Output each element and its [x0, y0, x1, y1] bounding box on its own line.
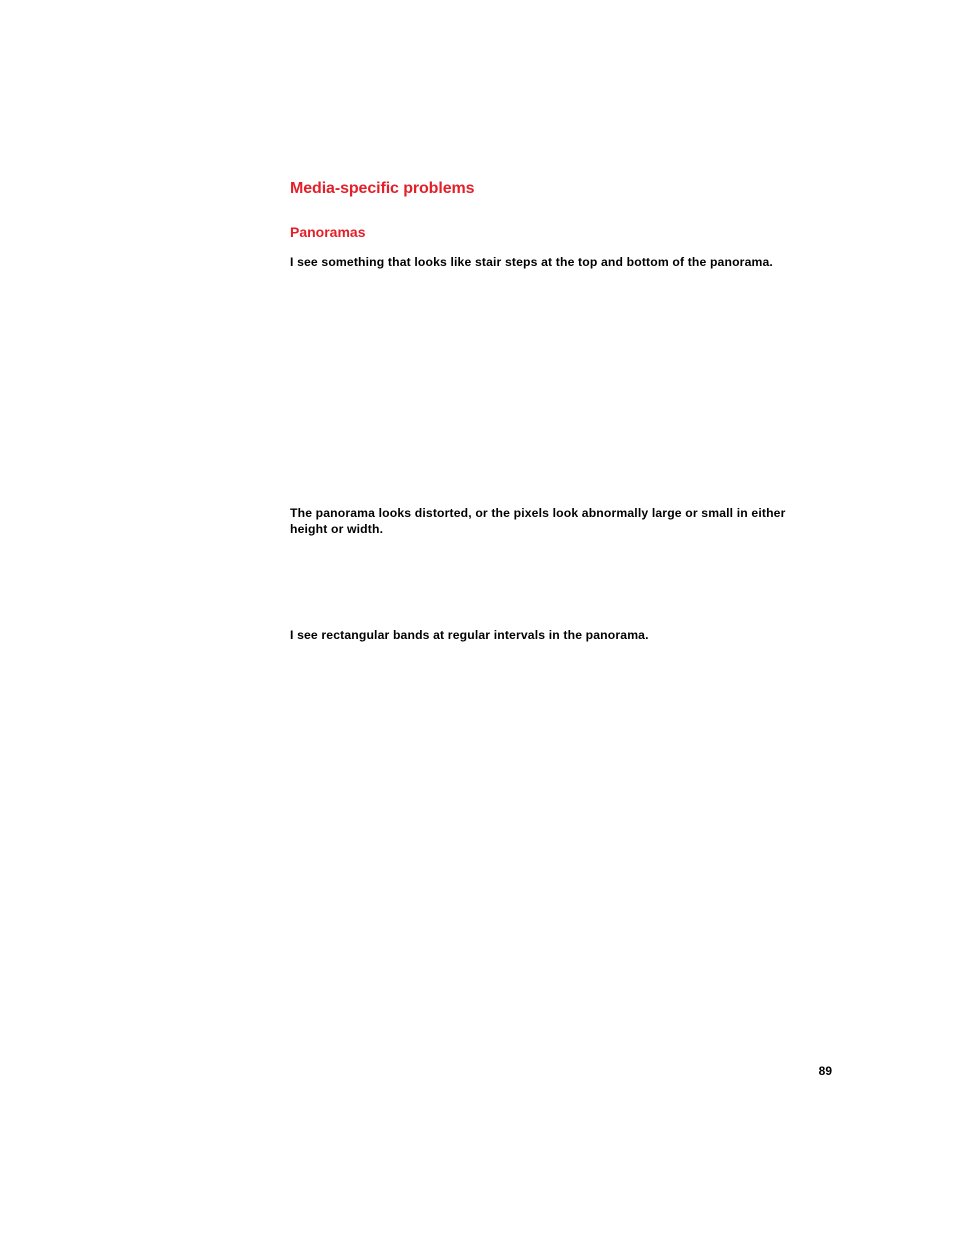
question-stair-steps: I see something that looks like stair steps at the top and bottom of the panorama. [290, 255, 773, 269]
page-number: 89 [818, 1064, 832, 1078]
section-heading-media-specific-problems: Media-specific problems [290, 180, 475, 197]
question-distorted-pixels: The panorama looks distorted, or the pixels look abnormally large or small in either height or width. [290, 506, 786, 536]
question-rectangular-bands: I see rectangular bands at regular intervals in the panorama. [290, 628, 649, 642]
subsection-heading-panoramas: Panoramas [290, 224, 366, 240]
